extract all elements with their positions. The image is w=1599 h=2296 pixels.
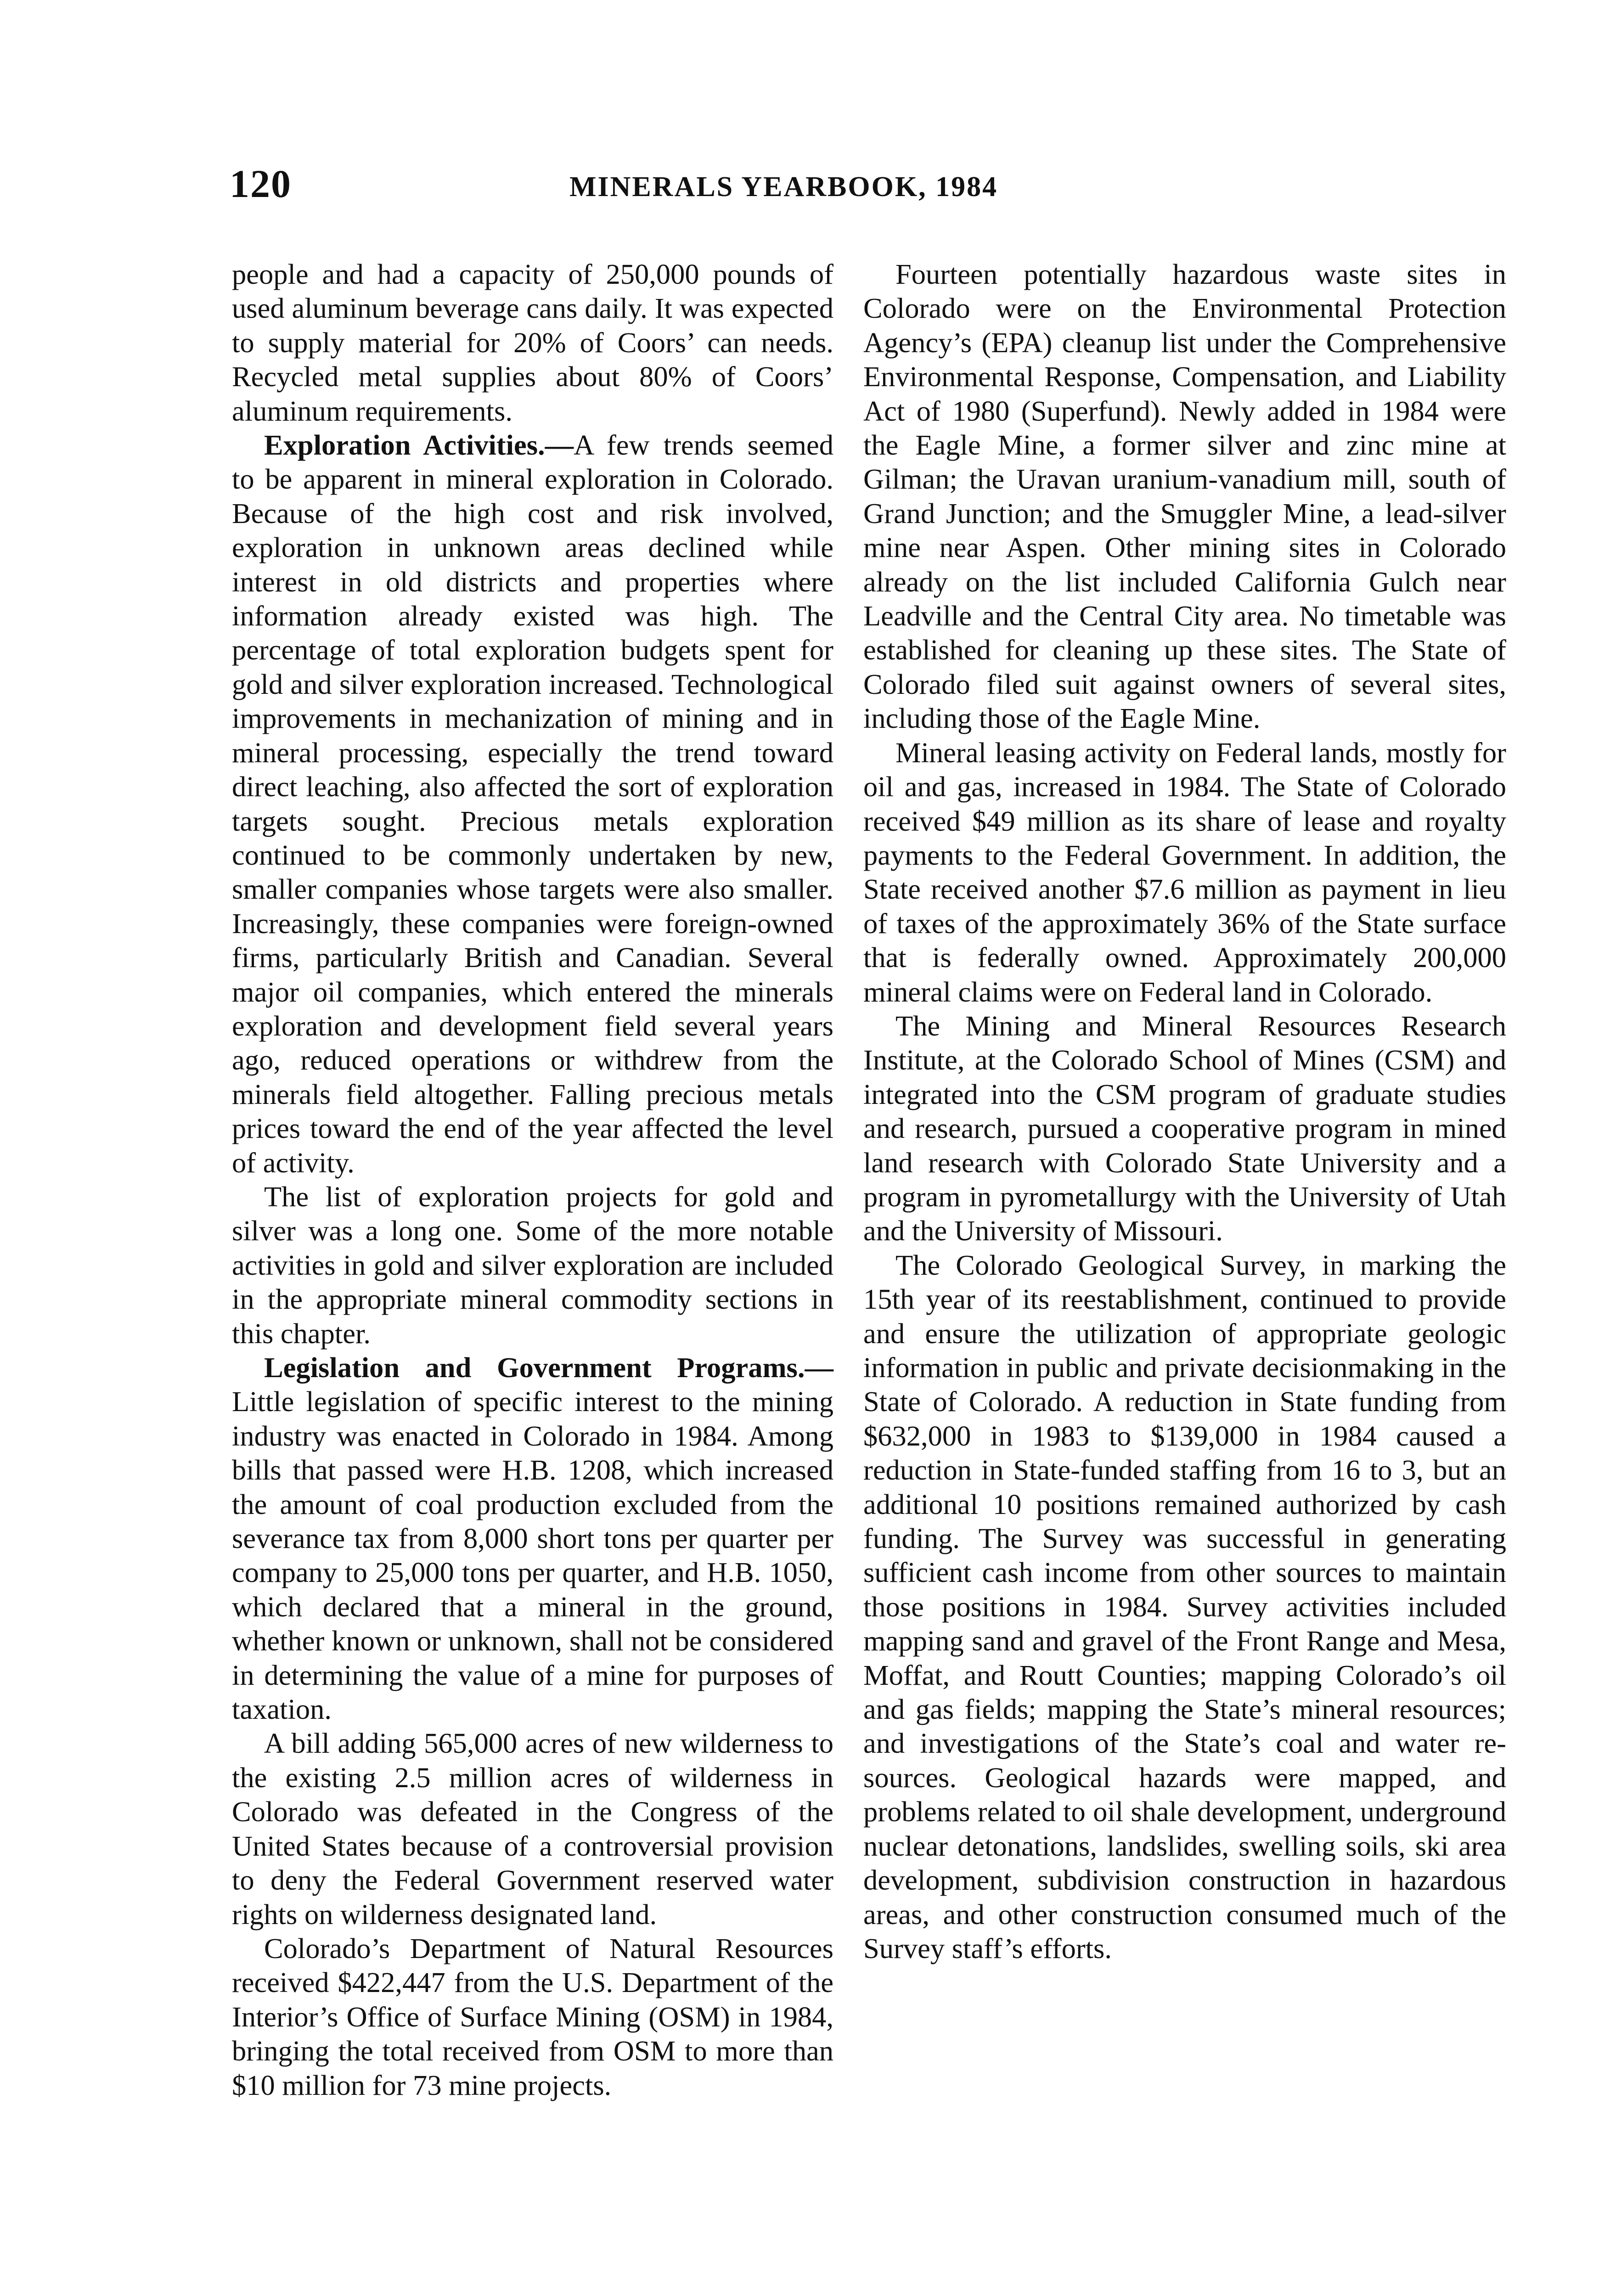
page-header [230,161,1290,216]
paragraph-mineral-leasing: Mineral leasing activity on Federal lands, mostly for oil and gas, increased in 1984. The State of Colorado received $49 million as its share of lease and royalty payments to the Federal Government. In addition, the State received another $7.6 million as payment in lieu of taxes of the approximately 36% of the State surface that is federally owned. Approximately 200,000 mineral claims were on Federal land in Colorado. [863,736,1506,1008]
legislation-heading: Legislation and Government Programs.— [264,1351,833,1384]
legislation-body: Little legislation of specific interest to the mining industry was enacted in Colorado in 1984. Among bills that passed were H.B. 1208, which increased the amount of coal production excluded from the severance tax from 8,000 short tons per quarter per company to 25,000 tons per quarter, and H.B. 1050, which declared that a mineral in the ground, whether known or unknown, shall not be considered in determining the value of a mine for purposes of taxation. [232,1385,833,1726]
paragraph-exploration-activities [232,428,833,1180]
exploration-activities-body: A few trends seemed to be apparent in mineral exploration in Colorado. Because of the high cost and risk involved, exploration in unknown areas declined while interest in old districts and properties where information already existed was high. The percentage of total exploration budgets spent for gold and silver exploration increased. Technological improvements in mechanization of mining and in mineral processing, especially the trend toward direct leaching, also affected the sort of exploration targets sought. Precious metals exploration continued to be commonly undertaken by new, smaller companies whose targets were also smaller. Increasingly, these companies were foreign-owned firms, particularly British and Canadian. Several major oil companies, which entered the minerals exploration and development field several years ago, reduced operations or withdrew from the minerals field altogether. Falling precious metals prices toward the end of the year affected the level of activity. [232,429,833,1179]
paragraph-superfund-sites: Fourteen potentially hazardous waste sites in Colorado were on the Environmental Protection Agency’s (EPA) cleanup list under the Comprehensive Environmental Response, Compensation, and Liability Act of 1980 (Superfund). Newly added in 1984 were the Eagle Mine, a former silver and zinc mine at Gilman; the Uravan uranium-vanadium mill, south of Grand Junction; and the Smuggler Mine, a lead-silver mine near Aspen. Other mining sites in Colorado already on the list included California Gulch near Leadville and the Central City area. No timetable was established for cleaning up these sites. The State of Colorado filed suit against owners of several sites, including those of the Eagle Mine. [863,258,1506,735]
paragraph-geological-survey: The Colorado Geological Survey, in marking the 15th year of its reestablishment, continued to provide and ensure the utilization of appropriate geologic information in public and private decisionmaking in the State of Colorado. A reduction in State funding from $632,000 in 1983 to $139,000 in 1984 caused a reduction in State-funded staffing from 16 to 3, but an additional 10 positions remained authorized by cash funding. The Survey was successful in generating sufficient cash income from other sources to maintain those positions in 1984. Survey activities included mapping sand and gravel of the Front Range and Mesa, Moffat, and Routt Counties; mapping Colorado’s oil and gas fields; mapping the State’s mineral resources; and investigations of the State’s coal and water resources. Geological hazards were mapped, and problems related to oil shale development, underground nuclear detonations, landslides, swelling soils, ski area development, subdivision construction in hazardous areas, and other construction consumed much of the Survey staff’s efforts. [863,1249,1506,1964]
paragraph-research-institute: The Mining and Mineral Resources Research Institute, at the Colorado School of Mines (CSM) and integrated into the CSM program of graduate studies and research, pursued a cooperative program in mined land research with Colorado State University and a program in pyrometallurgy with the University of Utah and the University of Missouri. [863,1009,1506,1247]
paragraph-wilderness-bill: A bill adding 565,000 acres of new wilderness to the existing 2.5 million acres of wilderness in Colorado was defeated in the Congress of the United States because of a controversial provision to deny the Federal Government reserved water rights on wilderness designated land. [232,1727,833,1930]
left-column [232,257,833,2102]
right-column [863,257,1506,1965]
paragraph-legislation [232,1351,833,1726]
paragraph-aluminum-recycling: people and had a capacity of 250,000 pounds of used aluminum beverage cans daily. It was expected to supply material for 20% of Coors’ can needs. Recycled metal supplies about 80% of Coors’ aluminum requirements. [232,258,833,427]
running-title: MINERALS YEARBOOK, 1984 [569,171,998,203]
page-number: 120 [230,162,292,206]
paragraph-osm-funding: Colorado’s Department of Natural Resources received $422,447 from the U.S. Department of the Interior’s Office of Surface Mining (OSM) in 1984, bringing the total received from OSM to more than $10 million for 73 mine projects. [232,1932,833,2101]
exploration-activities-heading: Exploration Activities.— [264,429,574,461]
paragraph-exploration-projects: The list of exploration projects for gold and silver was a long one. Some of the more notable activities in gold and silver exploration are included in the appropriate mineral commodity sections in this chapter. [232,1180,833,1350]
